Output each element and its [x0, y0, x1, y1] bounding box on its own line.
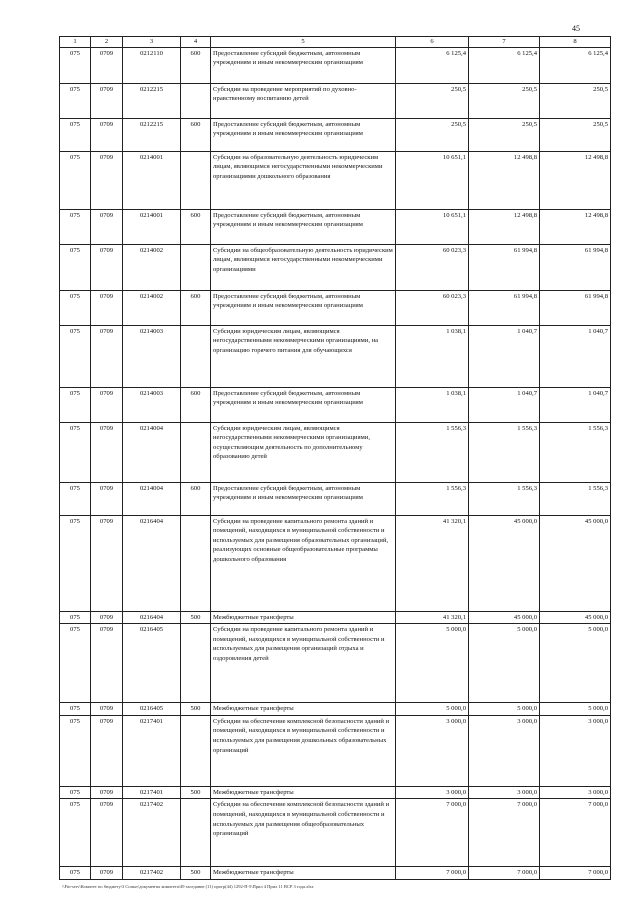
table-row	[60, 244, 611, 290]
expense-type-cell	[181, 325, 211, 387]
ministry-code-cell: 075	[60, 387, 91, 422]
amount-cell: 61 994,8	[469, 290, 540, 325]
amount-cell: 12 498,8	[469, 151, 540, 209]
amount-cell: 6 125,4	[396, 47, 469, 83]
ministry-code-cell: 075	[60, 515, 91, 611]
amount-cell: 1 556,3	[396, 482, 469, 515]
column-header: 6	[396, 37, 469, 48]
amount-cell: 250,5	[469, 83, 540, 118]
amount-cell: 7 000,0	[396, 799, 469, 867]
target-article-cell: 0217401	[123, 715, 181, 786]
section-code-cell: 0709	[91, 83, 123, 118]
section-code-cell: 0709	[91, 151, 123, 209]
expense-type-cell	[181, 624, 211, 703]
amount-cell: 61 994,8	[469, 244, 540, 290]
amount-cell: 7 000,0	[469, 867, 540, 880]
section-code-cell: 0709	[91, 715, 123, 786]
ministry-code-cell: 075	[60, 799, 91, 867]
amount-cell: 41 320,1	[396, 611, 469, 624]
description-cell: Предоставление субсидий бюджетным, автономным учреждениям и иным некоммерческим организациям	[211, 47, 396, 83]
table-row	[60, 422, 611, 482]
section-code-cell: 0709	[91, 118, 123, 151]
section-code-cell: 0709	[91, 624, 123, 703]
amount-cell: 41 320,1	[396, 515, 469, 611]
amount-cell: 5 000,0	[396, 624, 469, 703]
ministry-code-cell: 075	[60, 209, 91, 244]
ministry-code-cell: 075	[60, 422, 91, 482]
target-article-cell: 0214001	[123, 151, 181, 209]
section-code-cell: 0709	[91, 422, 123, 482]
column-header: 1	[60, 37, 91, 48]
amount-cell: 1 556,3	[396, 422, 469, 482]
column-header: 4	[181, 37, 211, 48]
expense-type-cell	[181, 515, 211, 611]
ministry-code-cell: 075	[60, 118, 91, 151]
table-row	[60, 387, 611, 422]
amount-cell: 45 000,0	[540, 515, 611, 611]
expense-type-cell: 600	[181, 290, 211, 325]
description-cell: Субсидии юридическим лицам, являющимся негосударственными некоммерческими организациями, осуществляющим деятельность по дополнительному образованию детей	[211, 422, 396, 482]
amount-cell: 1 040,7	[469, 325, 540, 387]
table-row	[60, 867, 611, 880]
target-article-cell: 0216404	[123, 611, 181, 624]
amount-cell: 1 556,3	[540, 482, 611, 515]
section-code-cell: 0709	[91, 867, 123, 880]
target-article-cell: 0214001	[123, 209, 181, 244]
amount-cell: 3 000,0	[396, 786, 469, 799]
amount-cell: 5 000,0	[396, 703, 469, 716]
amount-cell: 12 498,8	[469, 209, 540, 244]
amount-cell: 1 040,7	[469, 387, 540, 422]
expense-type-cell	[181, 244, 211, 290]
table-row	[60, 786, 611, 799]
column-header: 5	[211, 37, 396, 48]
section-code-cell: 0709	[91, 325, 123, 387]
amount-cell: 250,5	[469, 118, 540, 151]
table-row	[60, 325, 611, 387]
amount-cell: 61 994,8	[540, 244, 611, 290]
target-article-cell: 0214002	[123, 290, 181, 325]
amount-cell: 10 651,1	[396, 209, 469, 244]
expense-type-cell: 500	[181, 703, 211, 716]
amount-cell: 45 000,0	[469, 611, 540, 624]
section-code-cell: 0709	[91, 799, 123, 867]
description-cell: Субсидии на общеобразовательную деятельность юридическим лицам, являющимся негосударственными некоммерческими организациями	[211, 244, 396, 290]
section-code-cell: 0709	[91, 47, 123, 83]
ministry-code-cell: 075	[60, 47, 91, 83]
amount-cell: 61 994,8	[540, 290, 611, 325]
target-article-cell: 0212215	[123, 83, 181, 118]
amount-cell: 5 000,0	[469, 624, 540, 703]
description-cell: Субсидии на обеспечение комплексной безопасности зданий и помещений, находящихся в муниципальной собственности и используемых для размещения общеобразовательных организаций	[211, 799, 396, 867]
page-number: 45	[572, 24, 580, 33]
table-row	[60, 715, 611, 786]
amount-cell: 3 000,0	[540, 786, 611, 799]
table-body	[60, 47, 611, 879]
ministry-code-cell: 075	[60, 786, 91, 799]
column-header: 2	[91, 37, 123, 48]
target-article-cell: 0217402	[123, 799, 181, 867]
amount-cell: 1 040,7	[540, 387, 611, 422]
expense-type-cell: 600	[181, 118, 211, 151]
budget-table	[59, 36, 611, 880]
description-cell: Предоставление субсидий бюджетным, автономным учреждениям и иным некоммерческим организациям	[211, 290, 396, 325]
file-path-footer: \\Fin-serv\Комитет по бюджету\3 Сопыт\документы комитета\49 заседание (11) прогр(44) 1292-П-5\Прил 4 Прил 11 ВСР 3 года.xlsx	[62, 884, 314, 889]
section-code-cell: 0709	[91, 611, 123, 624]
target-article-cell: 0212110	[123, 47, 181, 83]
table-row	[60, 611, 611, 624]
amount-cell: 12 498,8	[540, 151, 611, 209]
description-cell: Субсидии на проведение капитального ремонта зданий и помещений, находящихся в муниципальной собственности и используемых для размещения организаций отдыха и оздоровления детей	[211, 624, 396, 703]
section-code-cell: 0709	[91, 244, 123, 290]
amount-cell: 60 023,3	[396, 244, 469, 290]
amount-cell: 250,5	[396, 83, 469, 118]
ministry-code-cell: 075	[60, 611, 91, 624]
expense-type-cell	[181, 715, 211, 786]
column-header: 8	[540, 37, 611, 48]
amount-cell: 5 000,0	[540, 624, 611, 703]
description-cell: Предоставление субсидий бюджетным, автономным учреждениям и иным некоммерческим организациям	[211, 387, 396, 422]
target-article-cell: 0214004	[123, 482, 181, 515]
section-code-cell: 0709	[91, 290, 123, 325]
ministry-code-cell: 075	[60, 703, 91, 716]
expense-type-cell	[181, 799, 211, 867]
amount-cell: 1 556,3	[469, 482, 540, 515]
table-row	[60, 799, 611, 867]
ministry-code-cell: 075	[60, 290, 91, 325]
table-row	[60, 151, 611, 209]
ministry-code-cell: 075	[60, 244, 91, 290]
section-code-cell: 0709	[91, 703, 123, 716]
expense-type-cell: 600	[181, 47, 211, 83]
amount-cell: 5 000,0	[469, 703, 540, 716]
table-row	[60, 83, 611, 118]
table-row	[60, 482, 611, 515]
target-article-cell: 0216405	[123, 624, 181, 703]
section-code-cell: 0709	[91, 387, 123, 422]
description-cell: Субсидии на проведение мероприятий по духовно-нравственному воспитанию детей	[211, 83, 396, 118]
amount-cell: 6 125,4	[469, 47, 540, 83]
target-article-cell: 0217402	[123, 867, 181, 880]
expense-type-cell	[181, 422, 211, 482]
description-cell: Предоставление субсидий бюджетным, автономным учреждениям и иным некоммерческим организациям	[211, 209, 396, 244]
column-header: 3	[123, 37, 181, 48]
amount-cell: 1 556,3	[469, 422, 540, 482]
amount-cell: 1 038,1	[396, 387, 469, 422]
description-cell: Субсидии на проведение капитального ремонта зданий и помещений, находящихся в муниципальной собственности и используемых для размещения образовательных организаций, реализующих основные общеобразовательные программы дошкольного образования	[211, 515, 396, 611]
amount-cell: 7 000,0	[469, 799, 540, 867]
amount-cell: 5 000,0	[540, 703, 611, 716]
expense-type-cell: 500	[181, 867, 211, 880]
expense-type-cell	[181, 151, 211, 209]
description-cell: Межбюджетные трансферты	[211, 611, 396, 624]
target-article-cell: 0214004	[123, 422, 181, 482]
amount-cell: 45 000,0	[540, 611, 611, 624]
amount-cell: 6 125,4	[540, 47, 611, 83]
amount-cell: 1 040,7	[540, 325, 611, 387]
ministry-code-cell: 075	[60, 83, 91, 118]
amount-cell: 7 000,0	[540, 799, 611, 867]
ministry-code-cell: 075	[60, 624, 91, 703]
ministry-code-cell: 075	[60, 482, 91, 515]
amount-cell: 1 038,1	[396, 325, 469, 387]
target-article-cell: 0214003	[123, 325, 181, 387]
amount-cell: 60 023,3	[396, 290, 469, 325]
table-row	[60, 703, 611, 716]
description-cell: Межбюджетные трансферты	[211, 703, 396, 716]
section-code-cell: 0709	[91, 515, 123, 611]
expense-type-cell: 500	[181, 611, 211, 624]
amount-cell: 3 000,0	[469, 715, 540, 786]
target-article-cell: 0217401	[123, 786, 181, 799]
description-cell: Межбюджетные трансферты	[211, 867, 396, 880]
target-article-cell: 0214003	[123, 387, 181, 422]
amount-cell: 7 000,0	[396, 867, 469, 880]
ministry-code-cell: 075	[60, 325, 91, 387]
ministry-code-cell: 075	[60, 151, 91, 209]
amount-cell: 3 000,0	[540, 715, 611, 786]
description-cell: Субсидии на обеспечение комплексной безопасности зданий и помещений, находящихся в муниципальной собственности и используемых для размещения дошкольных образовательных организаций	[211, 715, 396, 786]
amount-cell: 12 498,8	[540, 209, 611, 244]
amount-cell: 3 000,0	[469, 786, 540, 799]
section-code-cell: 0709	[91, 209, 123, 244]
target-article-cell: 0216405	[123, 703, 181, 716]
header-row	[60, 37, 611, 48]
amount-cell: 250,5	[540, 83, 611, 118]
column-header: 7	[469, 37, 540, 48]
target-article-cell: 0214002	[123, 244, 181, 290]
amount-cell: 250,5	[396, 118, 469, 151]
table-row	[60, 290, 611, 325]
amount-cell: 250,5	[540, 118, 611, 151]
expense-type-cell: 500	[181, 786, 211, 799]
expense-type-cell: 600	[181, 482, 211, 515]
description-cell: Субсидии на образовательную деятельность юридическим лицам, являющимся негосударственными некоммерческими организациями дошкольного образования	[211, 151, 396, 209]
table-row	[60, 209, 611, 244]
description-cell: Предоставление субсидий бюджетным, автономным учреждениям и иным некоммерческим организациям	[211, 482, 396, 515]
section-code-cell: 0709	[91, 482, 123, 515]
table-row	[60, 47, 611, 83]
expense-type-cell: 600	[181, 387, 211, 422]
table-row	[60, 118, 611, 151]
table-row	[60, 515, 611, 611]
amount-cell: 7 000,0	[540, 867, 611, 880]
expense-type-cell	[181, 83, 211, 118]
description-cell: Предоставление субсидий бюджетным, автономным учреждениям и иным некоммерческим организациям	[211, 118, 396, 151]
target-article-cell: 0216404	[123, 515, 181, 611]
expense-type-cell: 600	[181, 209, 211, 244]
amount-cell: 1 556,3	[540, 422, 611, 482]
amount-cell: 45 000,0	[469, 515, 540, 611]
amount-cell: 3 000,0	[396, 715, 469, 786]
ministry-code-cell: 075	[60, 715, 91, 786]
ministry-code-cell: 075	[60, 867, 91, 880]
amount-cell: 10 651,1	[396, 151, 469, 209]
target-article-cell: 0212215	[123, 118, 181, 151]
description-cell: Субсидии юридическим лицам, являющимся негосударственными некоммерческими организациями, на организацию горячего питания для обучающихся	[211, 325, 396, 387]
section-code-cell: 0709	[91, 786, 123, 799]
table-row	[60, 624, 611, 703]
description-cell: Межбюджетные трансферты	[211, 786, 396, 799]
